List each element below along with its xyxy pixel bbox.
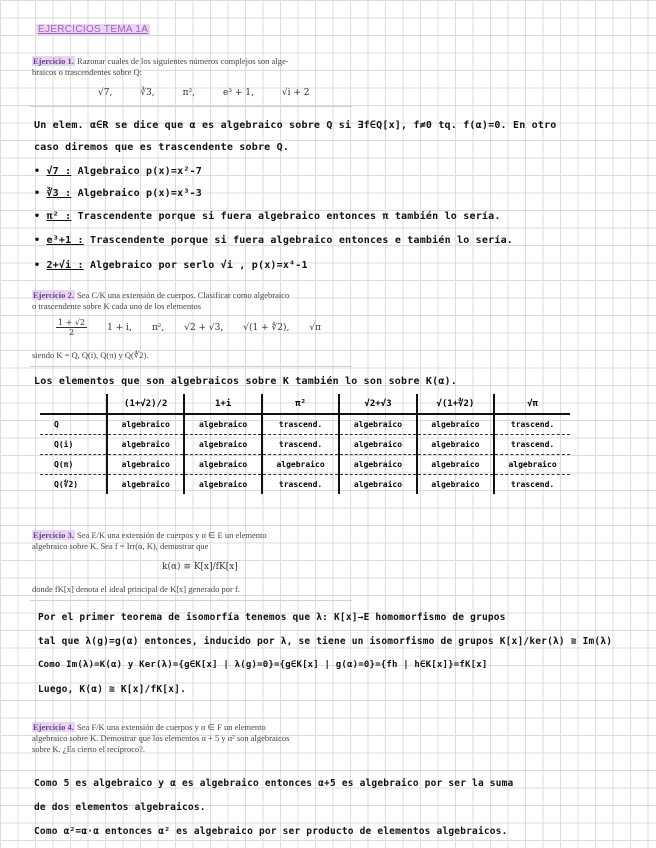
exercise-3-footer: donde fK[x] denota el ideal principal de K[x] generado por f.: [32, 584, 240, 594]
exercise-4-answer-line: Como 5 es algebraico y α es algebraico entonces α+5 es algebraico por ser la suma: [34, 778, 514, 789]
classification-table: [40, 394, 570, 494]
exercise-4-label: Ejercicio 4.: [33, 722, 74, 732]
exercise-1-item: • 2+√i : Algebraico por serlo √i , p(x)=x⁴-1: [34, 260, 308, 271]
table-header: √(1+∜2): [417, 394, 494, 414]
table-cell: Q(π): [40, 455, 107, 475]
exercise-2-statement: Ejercicio 2. Sea C/K una extensión de cuerpos. Clasificar como algebraico o trascendente sobre K cada uno de los elementos: [32, 290, 290, 311]
exercise-3-statement: Ejercicio 3. Sea E/K una extensión de cuerpos y α ∈ E un elemento algebraico sobre K. Sea f = Irr(α, K), demostrar que: [32, 530, 267, 551]
exercise-2-label: Ejercicio 2.: [33, 290, 74, 300]
table-header: 1+i: [184, 394, 261, 414]
exercise-3-answer-line: Luego, K(α) ≅ K[x]/fK[x].: [38, 684, 186, 695]
exercise-2-note: Los elementos que son algebraicos sobre K también lo son sobre K(α).: [34, 376, 457, 387]
exercise-1-answer-line: Un elem. α∈R se dice que α es algebraico sobre Q si ∃f∈Q[x], f≠0 tq. f(α)=0. En otro: [34, 120, 557, 131]
exercise-1-statement: Ejercicio 1. Razonar cuales de los siguientes números complejos son alge- braicos o trascendentes sobre Q:: [32, 56, 289, 77]
exercise-3-answer-line: Por el primer teorema de isomorfía tenemos que λ: K[x]→E homomorfismo de grupos: [38, 612, 506, 623]
fraction: $\frac{1 + √2}{2}$: [58, 318, 86, 337]
table-cell: trascend.: [494, 475, 570, 495]
exercise-1-label: Ejercicio 1.: [33, 56, 74, 66]
table-cell: algebraico: [339, 414, 416, 435]
table-cell: trascend.: [494, 435, 570, 455]
table-cell: trascend.: [494, 414, 570, 435]
table-row: [40, 414, 570, 435]
table-header: √2+√3: [339, 394, 416, 414]
table-cell: algebraico: [107, 414, 184, 435]
table-cell: Q: [40, 414, 107, 435]
table-header: (1+√2)/2: [107, 394, 184, 414]
exercise-4-statement: Ejercicio 4. Sea F/K una extensión de cuerpos y α ∈ F un elemento algebraico sobre K. Demostrar que los elementos α + 5 y α² son algebraicos sobre K. ¿Es cierto el recíproco?.: [32, 722, 290, 754]
table-cell: algebraico: [184, 435, 261, 455]
exercise-3-formula: k(α) ≅ K[x]/fK[x]: [162, 562, 238, 572]
table-header: √π: [494, 394, 570, 414]
table-cell: algebraico: [339, 475, 416, 495]
table-cell: algebraico: [339, 455, 416, 475]
exercise-1-item: • ∛3 : Algebraico p(x)=x³-3: [34, 188, 202, 199]
table-row: [40, 475, 570, 495]
table-cell: Q(∜2): [54, 480, 79, 489]
exercise-2-elements: $\frac{1 + √2}{2}$ 1 + i, π², √2 + √3, √(1 + ∜2), √π: [58, 318, 321, 337]
exercise-1-numbers: √7, ∛3, π², e³ + 1, √i + 2: [98, 88, 310, 98]
table-cell: trascend.: [262, 435, 339, 455]
table-cell: algebraico: [184, 455, 261, 475]
exercise-1-answer-line: caso diremos que es trascendente sobre Q.: [34, 142, 290, 153]
exercise-3-answer-line: tal que λ(g)=g(α) entonces, inducido por λ, se tiene un isomorfismo de grupos K[x]/ker(λ) ≅ Im(λ): [38, 636, 613, 647]
exercise-4-answer-line: de dos elementos algebraicos.: [34, 802, 206, 813]
exercise-3-answer-line: Como Im(λ)=K(α) y Ker(λ)={g∈K[x] | λ(g)=0}={g∈K[x] | g(α)=0}={fh | h∈K[x]}=fK[x]: [38, 660, 488, 670]
table-cell: algebraico: [107, 455, 184, 475]
divider: [30, 600, 352, 601]
exercise-1-item: • e³+1 : Trascendente porque si fuera algebraico entonces e también lo sería.: [34, 235, 514, 246]
exercise-1-item: • √7 : Algebraico p(x)=x²-7: [34, 166, 202, 177]
table-cell: algebraico: [417, 435, 494, 455]
table-cell: algebraico: [262, 455, 339, 475]
table-cell: algebraico: [107, 475, 184, 495]
divider: [30, 366, 352, 367]
page-title: EJERCICIOS TEMA 1A: [38, 24, 149, 35]
table-cell: algebraico: [107, 435, 184, 455]
table-cell: trascend.: [262, 475, 339, 495]
table-row: [40, 455, 570, 475]
table-row: [40, 435, 570, 455]
table-header: [40, 394, 107, 414]
table-cell: algebraico: [417, 475, 494, 495]
exercise-3-label: Ejercicio 3.: [33, 530, 74, 540]
table-cell: algebraico: [494, 455, 570, 475]
table-cell: algebraico: [184, 414, 261, 435]
table-cell: algebraico: [339, 435, 416, 455]
table-cell: trascend.: [262, 414, 339, 435]
table-cell: algebraico: [417, 455, 494, 475]
table-header: π²: [262, 394, 339, 414]
table-cell: algebraico: [417, 414, 494, 435]
exercise-2-fields: siendo K = Q, Q(i), Q(π) y Q(∜2).: [32, 350, 149, 360]
table-header-row: [40, 394, 570, 414]
exercise-1-item: • π² : Trascendente porque si fuera algebraico entonces π también lo sería.: [34, 211, 501, 222]
exercise-4-answer-line: Como α²=α·α entonces α² es algebraico por ser producto de elementos algebraicos.: [34, 826, 508, 837]
table-cell: algebraico: [184, 475, 261, 495]
divider: [30, 106, 352, 107]
table-cell: Q(i): [40, 435, 107, 455]
